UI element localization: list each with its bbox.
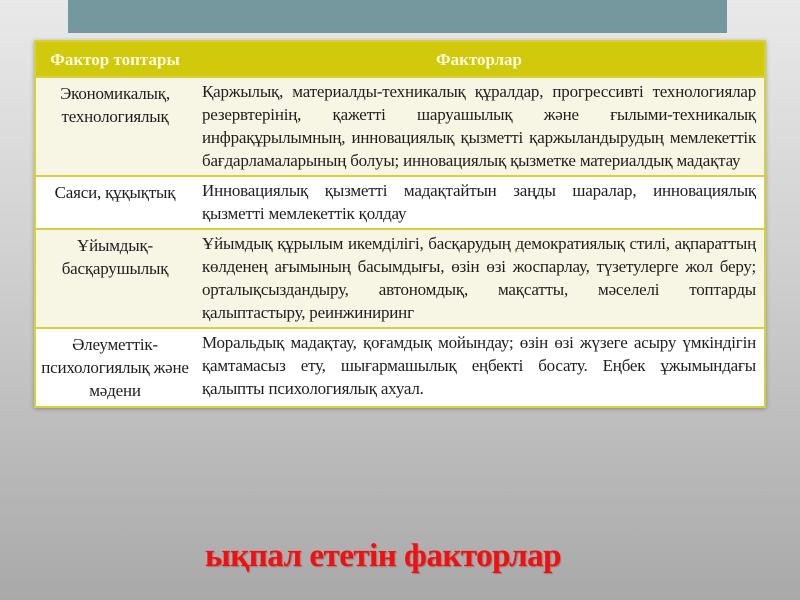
table-header-row xyxy=(35,41,765,77)
factors-cell: Инновациялық қызметті мадақтайтын заңды шаралар, инновациялық қызметті мемлекеттік қолдау xyxy=(194,176,765,229)
factors-cell: Моральдық мадақтау, қоғамдық мойындау; өзін өзі жүзеге асыру үмкіндігін қамтамасыз ету, шығармашылық еңбекті босату. Еңбек ұжымындағы қалыпты психологиялық ахуал. xyxy=(194,328,765,407)
header-factors: Факторлар xyxy=(194,41,765,77)
group-cell: Саяси, құқықтық xyxy=(35,176,194,229)
group-cell: Экономикалық, технологиялық xyxy=(35,77,194,176)
factors-cell: Қаржылық, материалды-техникалық құралдар, прогрессивті технологиялар резервтерінің, қажетті шаруашылық және ғылыми-техникалық инфрақұрылымның, инновациялық қызметті қаржыландырудың мемлекеттік бағдарламаларының болуы; инновациялық қызметке материалдық мадақтау xyxy=(194,77,765,176)
table-row xyxy=(35,229,765,328)
group-cell: Ұйымдық-басқарушылық xyxy=(35,229,194,328)
table-row xyxy=(35,328,765,407)
title-banner xyxy=(68,0,727,33)
factors-table xyxy=(34,40,766,408)
header-group: Фактор топтары xyxy=(35,41,194,77)
slide-subtitle: ықпал ететін факторлар xyxy=(205,538,562,574)
group-cell: Әлеуметтік-психологиялық және мәдени xyxy=(35,328,194,407)
table-row xyxy=(35,77,765,176)
factors-cell: Ұйымдық құрылым икемділігі, басқарудың демократиялық стилі, ақпараттың көлденең ағымының басымдығы, өзін өзі жоспарлау, түзетулерге жол беру; орталықсыздандыру, автономдық, мақсатты, мәселелі топтарды қалыптастыру, реинжиниринг xyxy=(194,229,765,328)
table-row xyxy=(35,176,765,229)
